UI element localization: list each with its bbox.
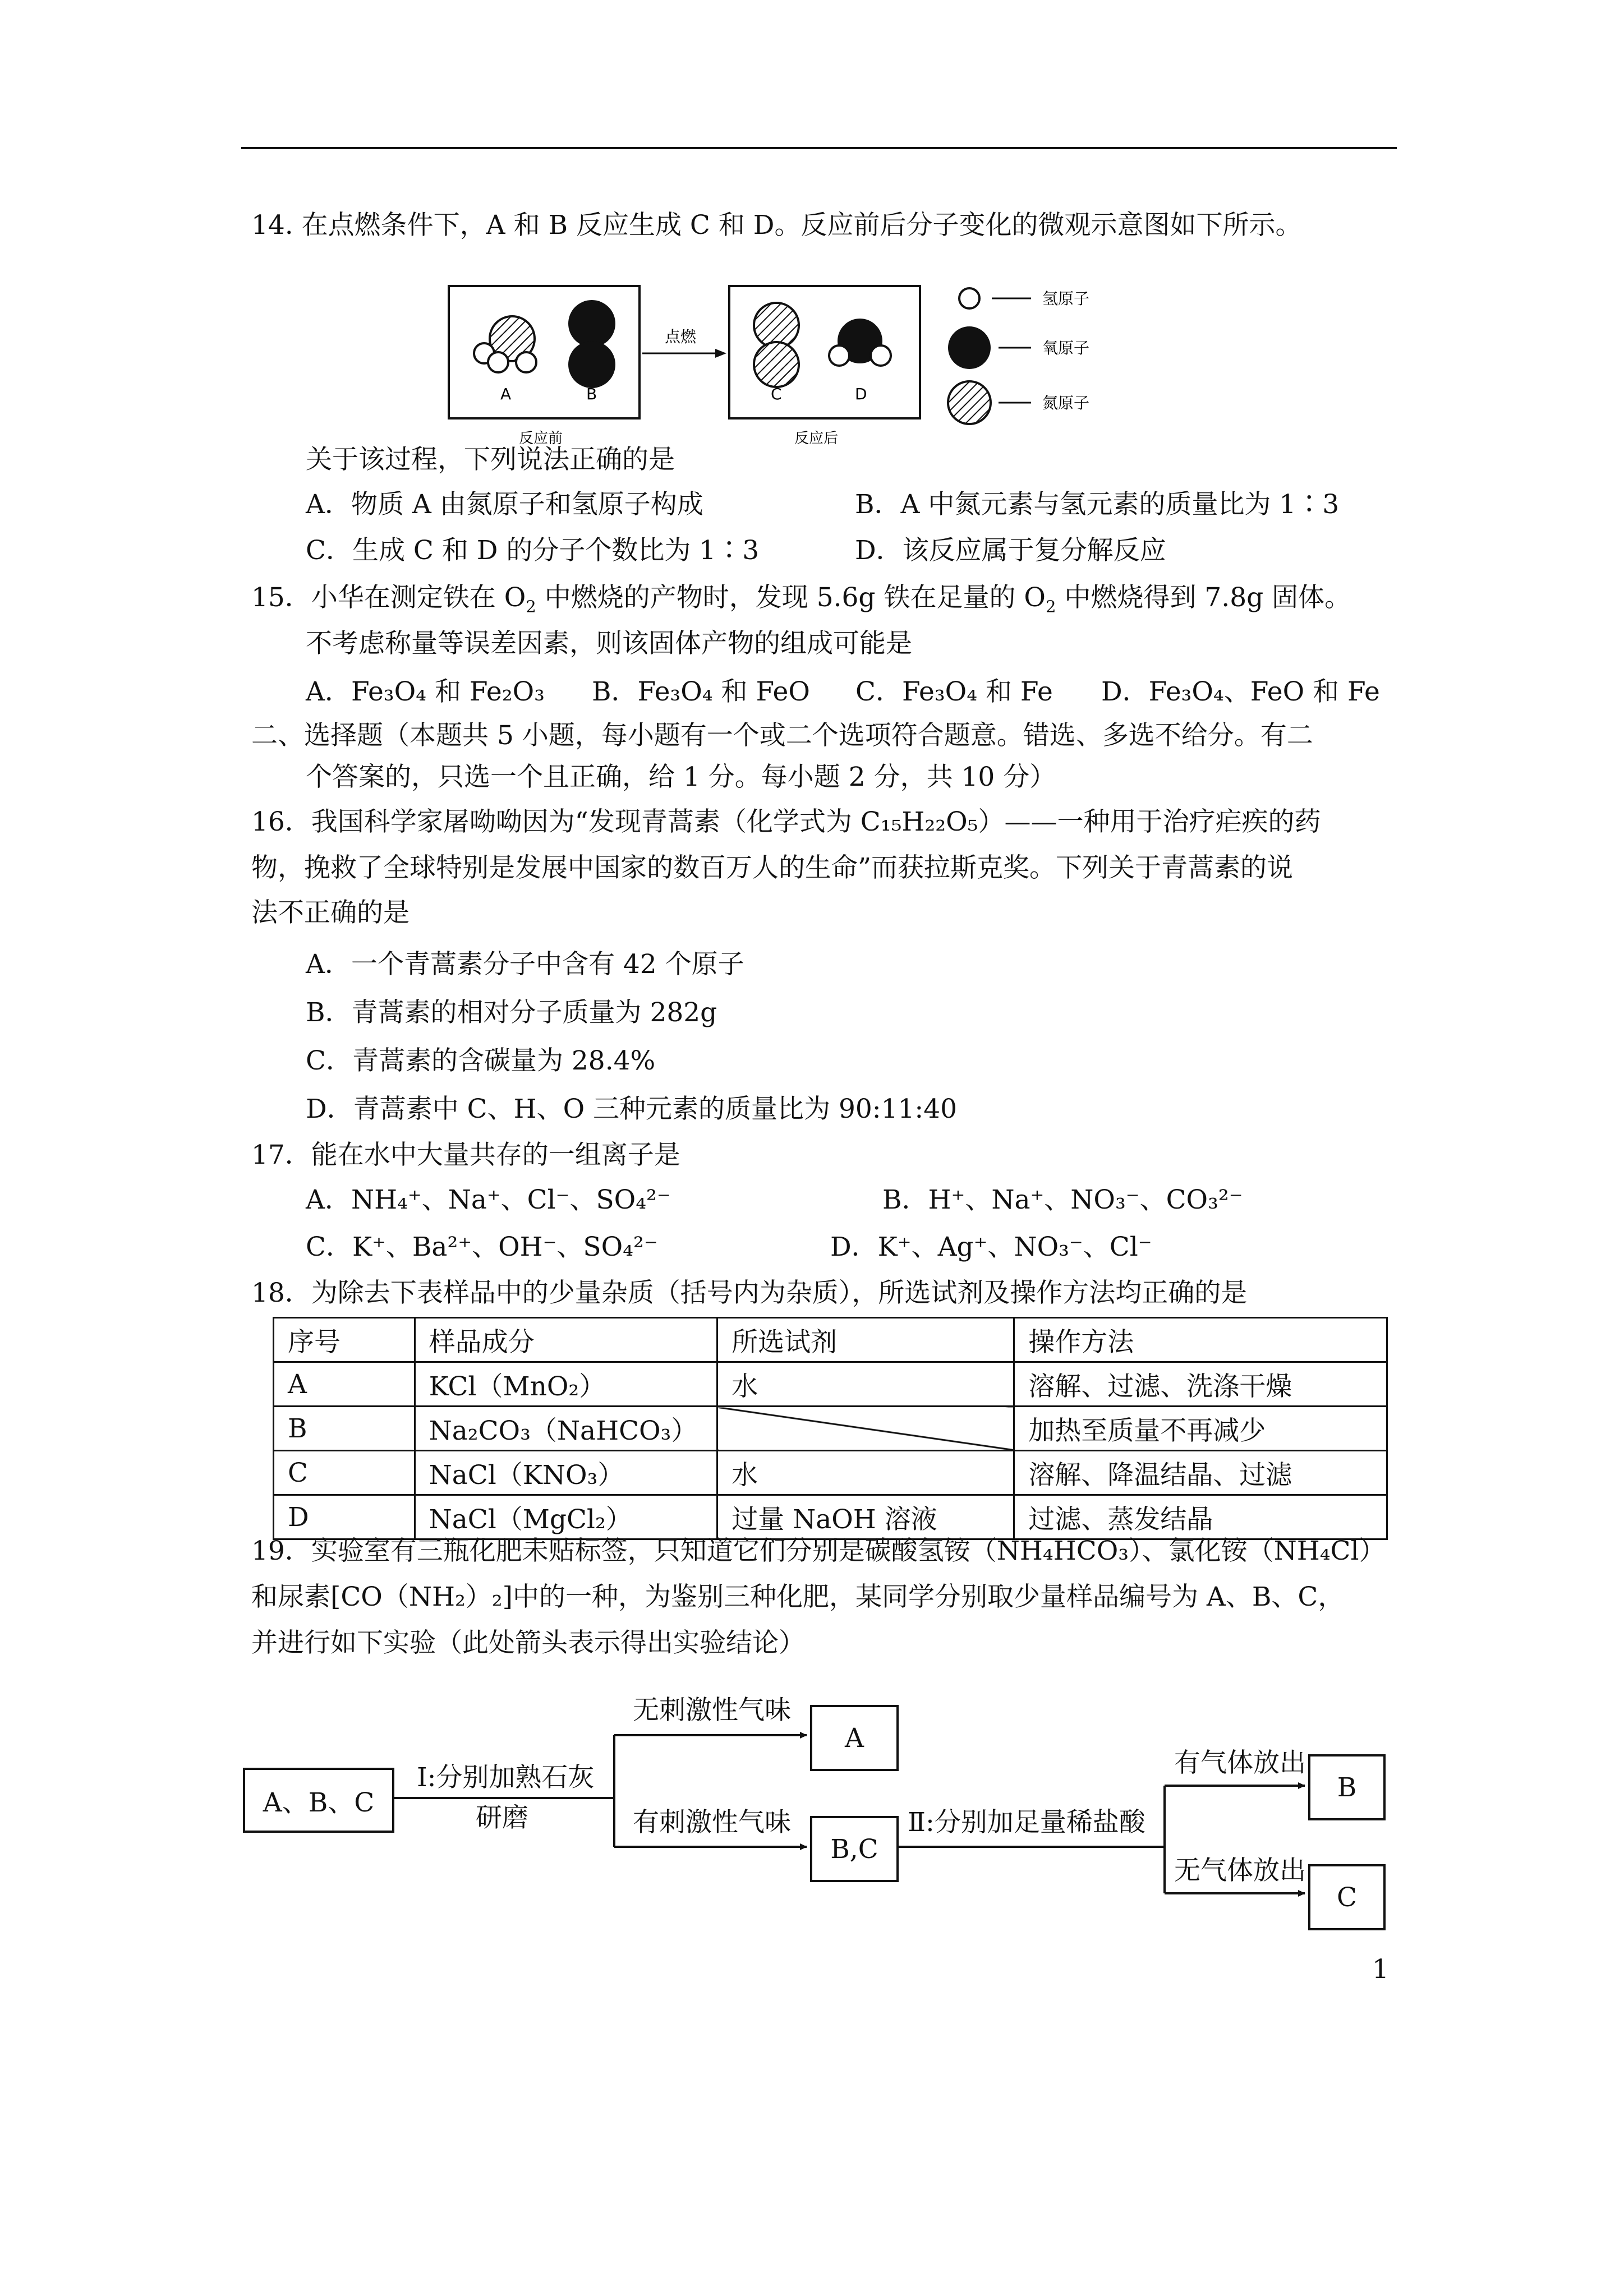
arrow-label: 点燃 bbox=[665, 328, 697, 346]
table-cell: A bbox=[274, 1362, 415, 1407]
q15-line1: 15．小华在测定铁在 $O_2$ 中燃烧的产物时，发现 5.6g 铁在足量的 $O_2$ 中燃烧得到 7.8g 固体。 bbox=[251, 582, 1351, 616]
q17-option-c: C．K⁺、Ba²⁺、OH⁻、SO₄²⁻ bbox=[306, 1232, 658, 1262]
section2-line2: 个答案的，只选一个且正确，给 1 分。每小题 2 分，共 10 分） bbox=[306, 762, 1056, 792]
flow-step2-label: Ⅱ:分别加足量稀盐酸 bbox=[908, 1807, 1145, 1838]
q15-option-c: C．Fe₃O₄ 和 Fe bbox=[855, 676, 1053, 707]
q14-option-b: B．A 中氮元素与氢元素的质量比为 1∶3 bbox=[855, 489, 1340, 520]
q17-option-d: D．K⁺、Ag⁺、NO₃⁻、Cl⁻ bbox=[830, 1232, 1152, 1262]
label-a: A bbox=[500, 385, 512, 403]
legend-hydrogen: 氢原子 bbox=[1042, 289, 1090, 308]
q14-stem: 14. 在点燃条件下，A 和 B 反应生成 C 和 D。反应前后分子变化的微观示意图如下所示。 bbox=[251, 210, 1302, 241]
before-caption: 反应前 bbox=[519, 430, 563, 447]
flow-box-a: A bbox=[810, 1705, 899, 1771]
table-cell: 水 bbox=[717, 1451, 1014, 1495]
flow-start-box: A、B、C bbox=[243, 1768, 394, 1833]
q16-line2: 物，挽救了全球特别是发展中国家的数百万人的生命”而获拉斯克奖。下列关于青蒿素的说 bbox=[251, 852, 1294, 883]
label-b: B bbox=[586, 385, 597, 403]
q14-option-d: D．该反应属于复分解反应 bbox=[855, 535, 1166, 566]
flow-box-bc: B,C bbox=[810, 1816, 899, 1882]
flow-box-b: B bbox=[1308, 1754, 1386, 1820]
q16-option-b: B．青蒿素的相对分子质量为 282g bbox=[306, 997, 717, 1028]
label-d: D bbox=[855, 385, 867, 403]
q14-option-c: C．生成 C 和 D 的分子个数比为 1∶3 bbox=[306, 535, 760, 566]
table-cell: NaCl（KNO₃） bbox=[415, 1451, 717, 1495]
table-cell: 过滤、蒸发结晶 bbox=[1014, 1495, 1387, 1539]
q16-option-d: D．青蒿素中 C、H、O 三种元素的质量比为 90:11:40 bbox=[306, 1094, 958, 1124]
q14-lead: 关于该过程，下列说法正确的是 bbox=[306, 444, 675, 475]
q15-option-a: A．Fe₃O₄ 和 Fe₂O₃ bbox=[306, 676, 545, 707]
q19-line1: 19．实验室有三瓶化肥未贴标签，只知道它们分别是碳酸氢铵（NH₄HCO₃）、氯化铵（NH₄Cl） bbox=[251, 1536, 1386, 1566]
table-cell: 过量 NaOH 溶液 bbox=[717, 1495, 1014, 1539]
q15-option-d: D．Fe₃O₄、FeO 和 Fe bbox=[1101, 676, 1380, 707]
table-cell: 溶解、过滤、洗涤干燥 bbox=[1014, 1362, 1387, 1407]
q17-option-b: B．H⁺、Na⁺、NO₃⁻、CO₃²⁻ bbox=[882, 1184, 1243, 1215]
header-cell: 样品成分 bbox=[415, 1318, 717, 1362]
after-caption: 反应后 bbox=[794, 430, 839, 447]
q15-line2: 不考虑称量等误差因素，则该固体产物的组成可能是 bbox=[306, 628, 912, 659]
flow-step1-sub: 研磨 bbox=[476, 1802, 528, 1833]
table-cell: 溶解、降温结晶、过滤 bbox=[1014, 1451, 1387, 1495]
table-cell: D bbox=[274, 1495, 415, 1539]
header-cell: 操作方法 bbox=[1014, 1318, 1387, 1362]
label-c: C bbox=[771, 385, 782, 403]
q16-line1: 16．我国科学家屠呦呦因为“发现青蒿素（化学式为 C₁₅H₂₂O₅）——一种用于治疗疟疾的药 bbox=[251, 806, 1321, 837]
table-cell: KCl（MnO₂） bbox=[415, 1362, 717, 1407]
legend-oxygen: 氧原子 bbox=[1042, 339, 1090, 357]
q19-line2: 和尿素[CO（NH₂）₂]中的一种，为鉴别三种化肥，某同学分别取少量样品编号为 A、B、C， bbox=[251, 1582, 1345, 1612]
table-cell: 加热至质量不再减少 bbox=[1014, 1407, 1387, 1451]
table-cell: Na₂CO₃（NaHCO₃） bbox=[415, 1407, 717, 1451]
q18-stem: 18．为除去下表样品中的少量杂质（括号内为杂质），所选试剂及操作方法均正确的是 bbox=[251, 1278, 1248, 1308]
header-cell: 所选试剂 bbox=[717, 1318, 1014, 1362]
table-cell: 水 bbox=[717, 1362, 1014, 1407]
page-number: 1 bbox=[1372, 1954, 1389, 1985]
q16-line3: 法不正确的是 bbox=[251, 897, 410, 928]
q15-option-b: B．Fe₃O₄ 和 FeO bbox=[592, 676, 810, 707]
flow-branch-no-odor: 无刺激性气味 bbox=[633, 1695, 791, 1726]
table-cell: C bbox=[274, 1451, 415, 1495]
flow-branch-gas: 有气体放出 bbox=[1174, 1748, 1306, 1778]
flow-step1-label: Ⅰ:分别加熟石灰 bbox=[417, 1762, 595, 1793]
flow-box-c: C bbox=[1308, 1864, 1386, 1930]
flow-branch-odor: 有刺激性气味 bbox=[633, 1807, 791, 1838]
q14-option-a: A．物质 A 由氮原子和氢原子构成 bbox=[306, 489, 703, 520]
q16-option-c: C．青蒿素的含碳量为 28.4% bbox=[306, 1045, 656, 1076]
table-cell: B bbox=[274, 1407, 415, 1451]
section2-line1: 二、选择题（本题共 5 小题，每小题有一个或二个选项符合题意。错选、多选不给分。有二 bbox=[251, 720, 1313, 751]
legend-nitrogen: 氮原子 bbox=[1042, 394, 1090, 412]
q17-option-a: A．NH₄⁺、Na⁺、Cl⁻、SO₄²⁻ bbox=[306, 1184, 671, 1215]
q17-stem: 17．能在水中大量共存的一组离子是 bbox=[251, 1140, 680, 1170]
flow-branch-no-gas: 无气体放出 bbox=[1174, 1855, 1306, 1886]
table-cell: NaCl（MgCl₂） bbox=[415, 1495, 717, 1539]
q16-option-a: A．一个青蒿素分子中含有 42 个原子 bbox=[306, 949, 744, 980]
header-cell: 序号 bbox=[274, 1318, 415, 1362]
q19-line3: 并进行如下实验（此处箭头表示得出实验结论） bbox=[251, 1628, 805, 1658]
